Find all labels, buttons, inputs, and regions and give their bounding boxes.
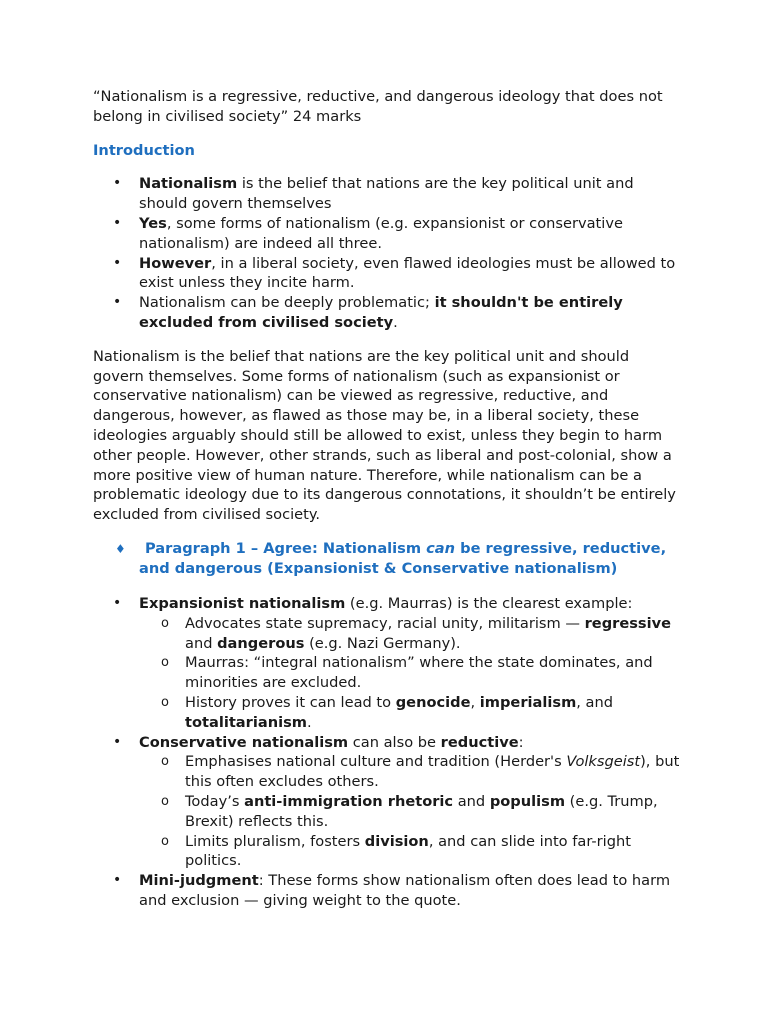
- list-item-text: , in a liberal society, even flawed ideologies must be allowed to exist unless they incite harm.: [139, 254, 676, 292]
- text-part: (e.g. Nazi Germany).: [304, 634, 461, 652]
- bold-term: reductive: [440, 733, 519, 751]
- list-item-text: (e.g. Maurras) is the clearest example:: [345, 594, 633, 612]
- bold-term: totalitarianism: [185, 713, 307, 731]
- text-part: , and: [576, 693, 614, 711]
- heading-part: be regressive, reductive, and dangerous (Expansionist & Conservative nationalism): [139, 539, 667, 578]
- diamond-bullet-icon: ♦: [115, 541, 126, 556]
- heading-italic-word: can: [426, 539, 456, 557]
- text-part: ), but this often excludes others.: [185, 753, 680, 791]
- bold-term: populism: [489, 792, 566, 810]
- text-part: Advocates state supremacy, racial unity, militarism —: [185, 614, 585, 632]
- sub-bullet-icon: o: [161, 833, 169, 849]
- bullet-icon: •: [113, 175, 122, 192]
- paragraph1-heading: [93, 539, 683, 580]
- paragraph1-heading-text: [139, 540, 666, 578]
- sub-bullet-icon: o: [161, 655, 169, 671]
- text-part: Limits pluralism, fosters: [185, 832, 365, 850]
- list-item-text: :: [518, 733, 524, 751]
- bold-term: imperialism: [479, 693, 577, 711]
- introduction-bullet-list: [93, 174, 683, 332]
- text-part: Emphasises national culture and tradition (Herder's: [185, 753, 567, 771]
- bold-term: Mini-judgment: [139, 872, 259, 890]
- text-part: Today’s: [185, 792, 245, 810]
- sub-bullet-icon: o: [161, 754, 169, 770]
- list-item-text: , some forms of nationalism (e.g. expansionist or conservative nationalism) are indeed all three.: [139, 214, 623, 252]
- heading-part: Paragraph 1 – Agree: Nationalism: [145, 539, 427, 557]
- sub-bullet-list: [139, 614, 683, 733]
- list-item: [93, 594, 683, 733]
- sub-list-item: [139, 792, 683, 832]
- list-item: [93, 871, 683, 911]
- document-page: [93, 87, 683, 925]
- sub-list-item: [139, 614, 683, 654]
- sub-list-item: [139, 832, 683, 872]
- sub-list-item: [139, 653, 683, 693]
- sub-bullet-icon: o: [161, 793, 169, 809]
- bullet-icon: •: [113, 254, 122, 271]
- sub-list-item: [139, 693, 683, 733]
- list-item: [93, 733, 683, 872]
- list-item: [93, 174, 683, 214]
- sub-list-item: [139, 752, 683, 792]
- list-item-text: .: [393, 313, 398, 331]
- bold-term: Conservative nationalism: [139, 733, 349, 751]
- essay-question: “Nationalism is a regressive, reductive, and dangerous ideology that does not belong in civilised society” 24 marks: [93, 88, 663, 125]
- text-part: (e.g. Trump, Brexit) reflects this.: [185, 792, 658, 830]
- list-item-text: : These forms show nationalism often does lead to harm and exclusion — giving weight to the quote.: [139, 872, 671, 909]
- bold-term: genocide: [395, 693, 471, 711]
- text-part: ,: [470, 693, 480, 711]
- text-part: and: [453, 792, 490, 810]
- introduction-paragraph: Nationalism is the belief that nations are the key political unit and should govern themselves. Some forms of nationalism (such as expansionist or conservative nationalism) can be viewed as regressive, reductive, and dangerous, however, as flawed as those may be, in a liberal society, these ideologies arguably should still be allowed to exist, unless they begin to harm other people. However, other strands, such as liberal and post-colonial, show a more positive view of human nature. Therefore, while nationalism can be a problematic ideology due to its dangerous connotations, it shouldn’t be entirely excluded from civilised society.: [93, 347, 676, 524]
- sub-bullet-icon: o: [161, 615, 169, 631]
- list-item: [93, 214, 683, 254]
- bold-term: dangerous: [217, 634, 305, 652]
- bold-term: division: [364, 832, 429, 850]
- list-item: [93, 293, 683, 333]
- sub-bullet-icon: o: [161, 694, 169, 710]
- bullet-icon: •: [113, 733, 122, 750]
- bullet-icon: •: [113, 594, 122, 611]
- bold-term: However: [139, 254, 212, 272]
- bullet-icon: •: [113, 294, 122, 311]
- list-item-text: is the belief that nations are the key political unit and should govern themselves: [139, 175, 634, 213]
- list-item: [93, 254, 683, 294]
- bold-term: Yes: [139, 214, 167, 232]
- bold-term: it shouldn't be entirely excluded from civilised society: [139, 294, 623, 331]
- text-part: History proves it can lead to: [185, 693, 396, 711]
- text-part: .: [307, 713, 312, 731]
- sub-bullet-list: [139, 752, 683, 871]
- bullet-icon: •: [113, 214, 122, 231]
- paragraph1-bullet-list: [93, 594, 683, 911]
- list-item-text: can also be: [348, 733, 441, 751]
- introduction-heading: Introduction: [93, 141, 195, 159]
- bold-term: Nationalism: [139, 175, 238, 193]
- text-part: , and can slide into far-right politics.: [185, 832, 631, 870]
- text-part: and: [185, 634, 218, 652]
- bold-term: regressive: [584, 614, 672, 632]
- list-item-text: Nationalism can be deeply problematic;: [139, 294, 435, 312]
- bold-term: anti-immigration rhetoric: [244, 792, 454, 810]
- text-part: Maurras: “integral nationalism” where the state dominates, and minorities are excluded.: [185, 654, 653, 692]
- bold-term: Expansionist nationalism: [139, 594, 346, 612]
- bullet-icon: •: [113, 872, 122, 889]
- italic-term: Volksgeist: [566, 753, 641, 771]
